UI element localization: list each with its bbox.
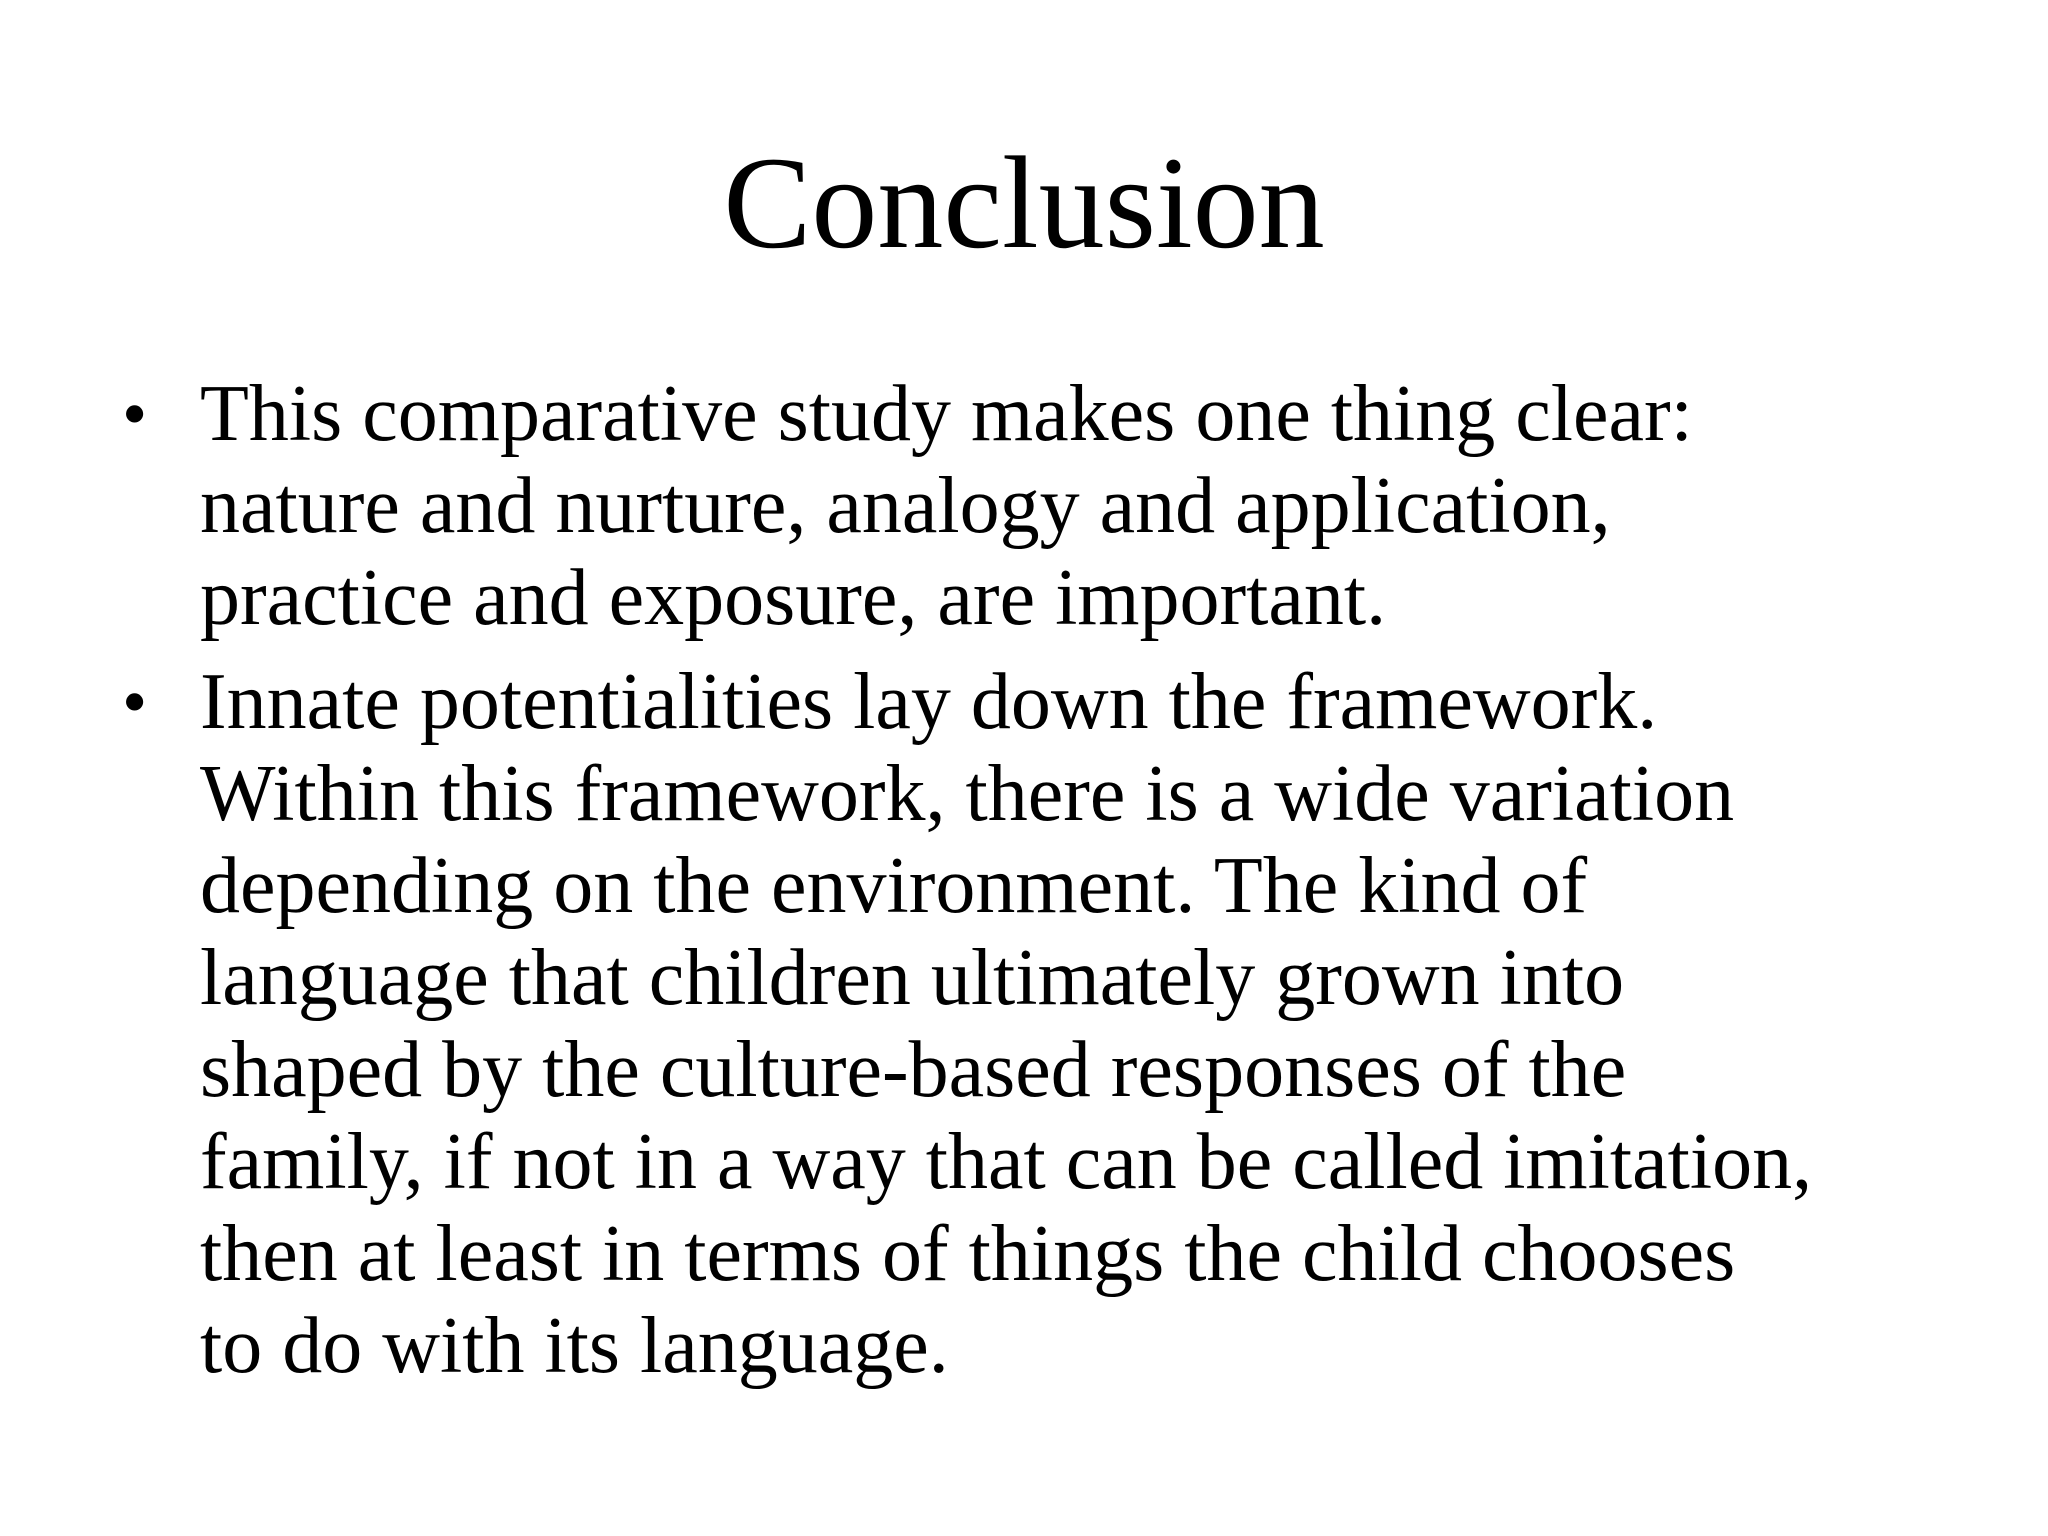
bullet-line: depending on the environment. The kind of (200, 842, 1588, 930)
bullet-item (122, 368, 1970, 644)
bullet-marker: • (122, 662, 148, 742)
bullet-line: family, if not in a way that can be called imitation, (200, 1118, 1813, 1206)
slide-title: Conclusion (723, 129, 1325, 276)
bullet-line: Within this framework, there is a wide variation (200, 750, 1735, 838)
bullet-marker: • (122, 374, 148, 454)
bullet-line: Innate potentialities lay down the framework. (200, 658, 1658, 746)
bullet-line: shaped by the culture-based responses of the (200, 1026, 1627, 1114)
bullet-line: nature and nurture, analogy and application, (200, 462, 1611, 550)
bullet-line: to do with its language. (200, 1302, 949, 1390)
bullet-line: then at least in terms of things the child chooses (200, 1210, 1736, 1298)
bullet-line: language that children ultimately grown into (200, 934, 1625, 1022)
bullet-line: This comparative study makes one thing clear: (200, 370, 1693, 458)
bullet-list (122, 368, 1970, 1404)
bullet-line: practice and exposure, are important. (200, 554, 1387, 642)
bullet-item (122, 656, 1970, 1392)
